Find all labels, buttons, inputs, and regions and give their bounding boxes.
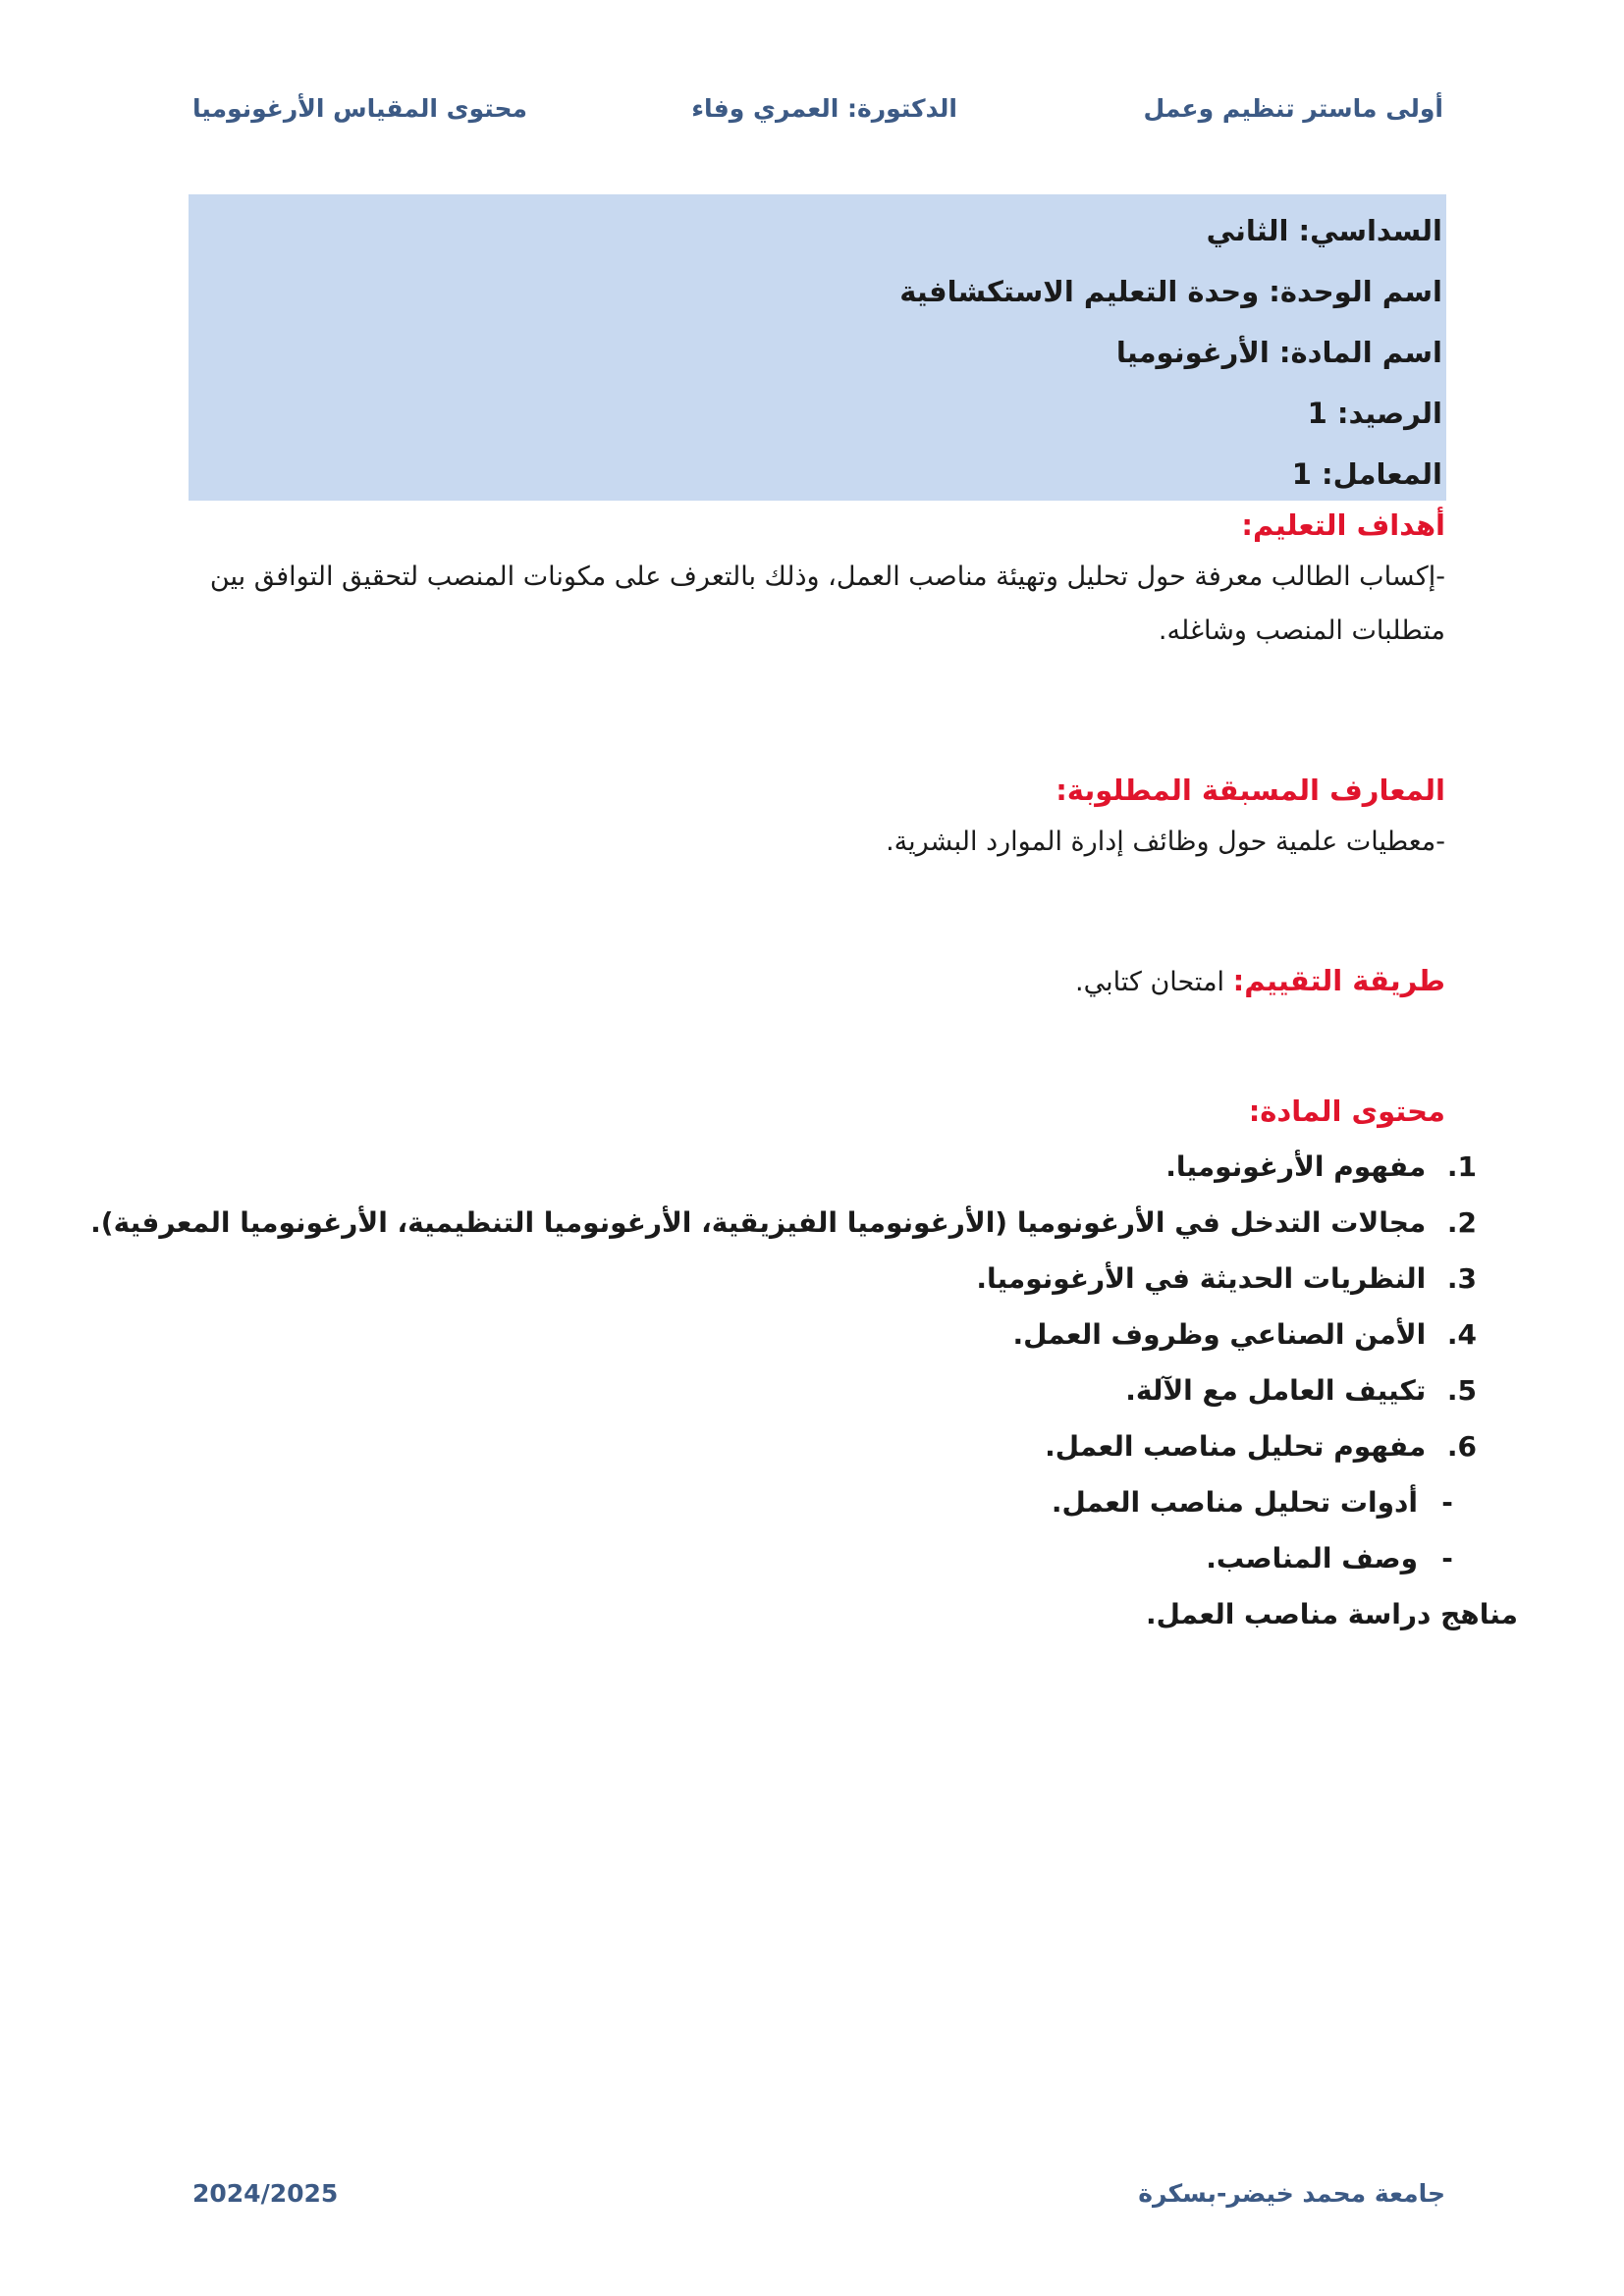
evaluation-value: امتحان كتابي.: [1075, 967, 1225, 997]
list-last-line: مناهج دراسة مناصب العمل.: [1145, 1598, 1518, 1630]
evaluation-section: [192, 954, 1445, 1009]
content-section-title-wrap: [192, 1095, 1445, 1128]
sub-list-item: -وصف المناصب.: [1206, 1542, 1453, 1575]
objectives-text: -إكساب الطالب معرفة حول تحليل وتهيئة مناصب العمل، وذلك بالتعرف على مكونات المنصب لتحقيق التوافق بين متطلبات المنصب وشاغله.: [209, 561, 1445, 646]
content-title: محتوى المادة:: [1248, 1095, 1445, 1128]
list-item: 1. مفهوم الأرغونوميا.: [1165, 1150, 1477, 1183]
info-subject: اسم المادة: الأرغونوميا: [1115, 336, 1442, 369]
info-unit: اسم الوحدة: وحدة التعليم الاستكشافية: [899, 275, 1442, 308]
list-item: 5. تكييف العامل مع الآلة.: [1125, 1374, 1477, 1407]
page-footer: [192, 2179, 1445, 2218]
course-info-box: [189, 194, 1446, 501]
evaluation-label: طريقة التقييم:: [1232, 964, 1445, 997]
list-item: 6. مفهوم تحليل مناصب العمل.: [1045, 1430, 1477, 1463]
info-credit: الرصيد: 1: [1307, 397, 1442, 430]
list-item: 2. مجالات التدخل في الأرغونوميا (الأرغونوميا الفيزيقية، الأرغونوميا التنظيمية، الأرغونوميا المعرفية).: [90, 1206, 1477, 1239]
list-item: 4. الأمن الصناعي وظروف العمل.: [1012, 1318, 1477, 1351]
info-semester: السداسي: الثاني: [1206, 214, 1442, 247]
list-item: 3. النظريات الحديثة في الأرغونوميا.: [976, 1262, 1477, 1295]
objectives-section: [192, 508, 1445, 658]
prerequisites-title: المعارف المسبقة المطلوبة:: [1056, 774, 1445, 807]
prerequisites-section: [192, 774, 1445, 869]
objectives-title: أهداف التعليم:: [1241, 508, 1445, 542]
page-header: [192, 94, 1443, 143]
footer-university: جامعة محمد خيضر-بسكرة: [1138, 2179, 1445, 2208]
header-program: أولى ماستر تنظيم وعمل: [1143, 94, 1443, 123]
info-coefficient: المعامل: 1: [1291, 457, 1442, 491]
footer-year: 2024/2025: [192, 2179, 339, 2208]
sub-list-item: -أدوات تحليل مناصب العمل.: [1051, 1486, 1453, 1519]
header-title: محتوى المقياس الأرغونوميا: [192, 94, 527, 123]
prerequisites-text: -معطيات علمية حول وظائف إدارة الموارد البشرية.: [886, 827, 1445, 857]
header-instructor: الدكتورة: العمري وفاء: [691, 94, 957, 123]
